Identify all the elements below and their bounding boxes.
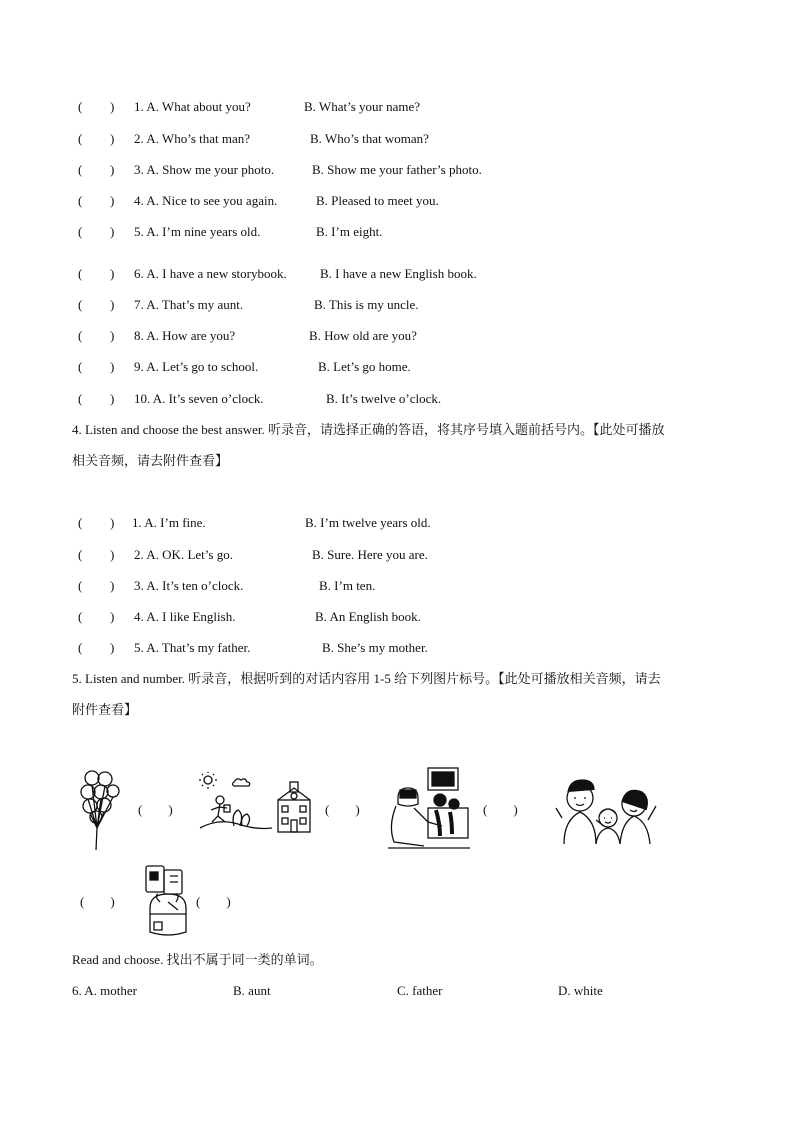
go-to-school-image <box>198 772 316 836</box>
option-b: B. I’m ten. <box>319 578 376 593</box>
option-a: 2. A. Who’s that man? <box>134 131 251 146</box>
option-b: B. An English book. <box>315 609 421 624</box>
option-b: B. Who’s that woman? <box>310 131 429 146</box>
picture-4-blank[interactable]: ( ) <box>80 894 115 909</box>
option-b: B. This is my uncle. <box>314 297 419 312</box>
option-a: 10. A. It’s seven o’clock. <box>134 391 264 406</box>
option-a: 2. A. OK. Let’s go. <box>134 547 233 562</box>
option-b: B. I’m eight. <box>316 224 383 239</box>
option-b: B. How old are you? <box>309 328 417 343</box>
option-a: 8. A. How are you? <box>134 328 236 343</box>
family-image <box>552 774 662 844</box>
schoolbag-image <box>140 862 190 942</box>
option-b: B. Let’s go home. <box>318 359 411 374</box>
section5-title: 5. Listen and number. 听录音，根据听到的对话内容用 1-5 给下列图片标号。【此处可播放相关音频，请去 <box>72 671 661 686</box>
option-a: 9. A. Let’s go to school. <box>134 359 259 374</box>
option-b: B. I have a new English book. <box>320 266 477 281</box>
choice-c[interactable]: C. father <box>397 983 443 998</box>
read-choose-title: Read and choose. 找出不属于同一类的单词。 <box>72 952 323 967</box>
section4-title: 4. Listen and choose the best answer. 听录音，请选择正确的答语，将其序号填入题前括号内。【此处可播放 <box>72 422 665 437</box>
option-a: 5. A. I’m nine years old. <box>134 224 261 239</box>
choice-b[interactable]: B. aunt <box>233 983 271 998</box>
choice-a[interactable]: 6. A. mother <box>72 983 137 998</box>
option-a: 4. A. I like English. <box>134 609 236 624</box>
option-a: 1. A. I’m fine. <box>132 515 206 530</box>
choice-d[interactable]: D. white <box>558 983 603 998</box>
family-photo-image <box>384 766 474 852</box>
option-b: B. It’s twelve o’clock. <box>326 391 442 406</box>
option-a: 4. A. Nice to see you again. <box>134 193 278 208</box>
option-b: B. Sure. Here you are. <box>312 547 428 562</box>
section4-title-cont: 相关音频，请去附件查看】 <box>72 453 229 468</box>
option-b: B. Pleased to meet you. <box>316 193 439 208</box>
option-a: 7. A. That’s my aunt. <box>134 297 244 312</box>
option-a: 5. A. That’s my father. <box>134 640 251 655</box>
option-a: 1. A. What about you? <box>134 99 251 114</box>
option-a: 3. A. Show me your photo. <box>134 162 275 177</box>
option-b: B. She’s my mother. <box>322 640 428 655</box>
picture-2-blank[interactable]: ( ) <box>325 802 360 817</box>
option-b: B. What’s your name? <box>304 99 421 114</box>
option-a: 6. A. I have a new storybook. <box>134 266 287 281</box>
balloons-image <box>80 768 120 852</box>
option-a: 3. A. It’s ten o’clock. <box>134 578 244 593</box>
picture-3-blank[interactable]: ( ) <box>483 802 518 817</box>
section5-title-cont: 附件查看】 <box>72 702 138 717</box>
option-b: B. I’m twelve years old. <box>305 515 431 530</box>
picture-1-blank[interactable]: ( ) <box>138 802 173 817</box>
picture-5-blank[interactable]: ( ) <box>196 894 231 909</box>
option-b: B. Show me your father’s photo. <box>312 162 482 177</box>
